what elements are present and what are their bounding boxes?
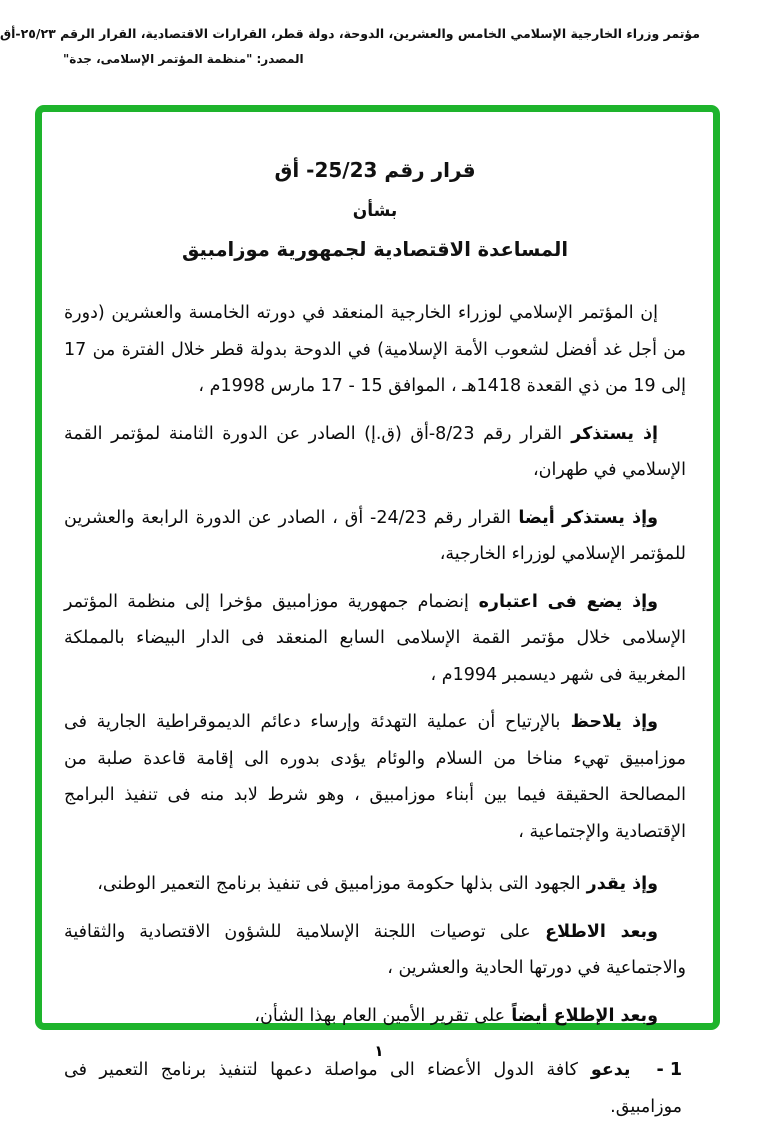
recalling-paragraph [64,416,686,489]
paragraph-text: القرار رقم 8/23-أق (ق.إ) الصادر عن الدورة الثامنة لمؤتمر القمة الإسلامي في طهران، [64,423,686,480]
paragraph-text: القرار رقم 24/23- أق ، الصادر عن الدورة الرابعة والعشرين للمؤتمر الإسلامي لوزراء الخارجية، [64,507,686,564]
resolution-title-block [64,158,686,261]
header-source-line: مؤتمر وزراء الخارجية الإسلامي الخامس والعشرين، الدوحة، دولة قطر، القرارات الاقتصادية، القرار الرقم ٢٥/٢٣-أق [0,26,700,41]
recalling-also-paragraph [64,500,686,573]
item-lead: يدعو [577,1060,631,1080]
paragraph-lead: وإذ يضع فى اعتباره [468,591,658,612]
resolution-regarding-label: بشأن [352,201,398,221]
page-number: ١ [374,1042,384,1060]
header-source-attribution: المصدر: "منظمة المؤتمر الإسلامى، جدة" [63,52,304,66]
document-body [42,112,713,1117]
operative-item-1 [64,1052,686,1125]
document-border-frame [35,105,720,1117]
preamble-paragraph [64,295,686,405]
having-examined-paragraph [64,914,686,987]
paragraph-lead: وبعد الاطلاع [530,921,658,942]
paragraph-text: الجهود التى بذلها حكومة موزامبيق فى تنفيذ برنامج التعمير الوطنى، [97,874,581,894]
paragraph-text: إنضمام جمهورية موزامبيق مؤخرا إلى منظمة المؤتمر الإسلامى خلال مؤتمر القمة الإسلامى السابع المنعقد فى الدار البيضاء بالمملكة المغربية فى شهر ديسمبر 1994م ، [64,591,686,685]
noting-paragraph [64,704,686,850]
item-number: 1 - [656,1060,682,1080]
paragraph-text: بالإرتياح أن عملية التهدئة وإرساء دعائم الديموقراطية الجارية فى موزامبيق تهيء مناخا من السلام والوئام يؤدى بدوره الى إقامة قاعدة صلبة من المصالحة الحقيقة فيما بين أبناء موزامبيق ، وهو شرط لابد منه فى تنفيذ البرامج الإقتصادية والإجتماعية ، [64,712,686,842]
paragraph-lead: وإذ يقدر [580,874,658,894]
appreciating-paragraph [64,866,686,903]
paragraph-lead: وإذ يستذكر أيضا [510,507,658,528]
resolution-number-title: قرار رقم 25/23- أق [274,158,476,182]
having-examined-also-paragraph [64,998,686,1035]
paragraph-lead: إذ يستذكر [562,423,658,444]
paragraph-text: على توصيات اللجنة الإسلامية للشؤون الاقتصادية والثقافية والاجتماعية في دورتها الحادية والعشرين ، [64,921,686,978]
paragraph-text: إن المؤتمر الإسلامي لوزراء الخارجية المنعقد في دورته الخامسة والعشرين (دورة من أجل غد أفضل لشعوب الأمة الإسلامية) في الدوحة بدولة قطر خلال الفترة من 17 إلى 19 من ذي القعدة 1418هـ ، الموافق 15 - 17 مارس 1998م ، [64,303,686,396]
considering-paragraph [64,584,686,694]
item-text: كافة الدول الأعضاء الى مواصلة دعمها لتنفيذ برنامج التعمير فى موزامبيق. [64,1060,682,1117]
paragraph-lead: وبعد الإطلاع أيضاً [505,1005,658,1026]
resolution-subject-title: المساعدة الاقتصادية لجمهورية موزامبيق [181,238,569,261]
paragraph-text: على تقرير الأمين العام بهذا الشأن، [254,1005,506,1026]
paragraph-lead: وإذ يلاحظ [560,712,658,732]
